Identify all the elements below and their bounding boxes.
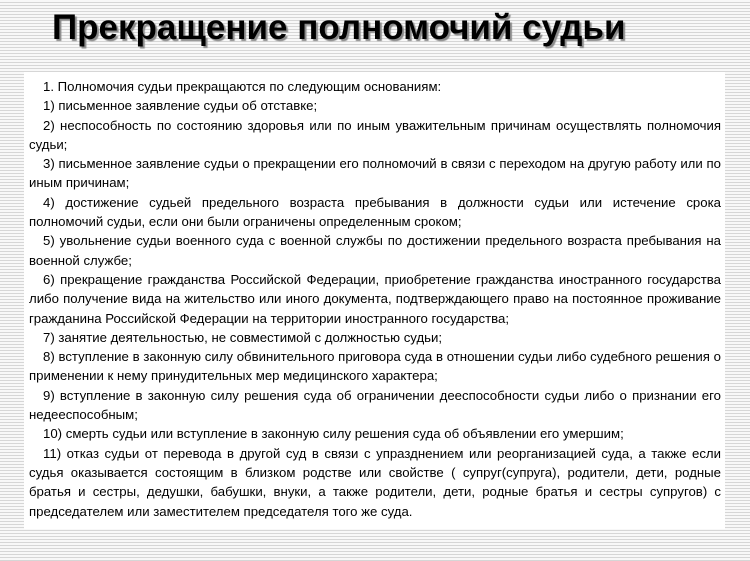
list-item-7: 7) занятие деятельностью, не совместимой с должностью судьи; [43,329,443,345]
slide-title: Прекращение полномочий судьи [52,8,626,47]
list-item-4: 4) достижение судьей предельного возраста пребывания в должности судьи или истечение срока полномочий судьи, если они были ограничены определенным сроком; [29,194,721,230]
list-item-10: 10) смерть судьи или вступление в законную силу решения суда об объявлении его умершим; [43,426,624,442]
list-item-8: 8) вступление в законную силу обвинительного приговора суда в отношении судьи либо судебного решения о применении к нему принудительных мер медицинского характера; [29,349,721,384]
list-item-2: 2) неспособность по состоянию здоровья или по иным уважительным причинам осуществлять полномочия судьи; [29,117,721,152]
list-item-5: 5) увольнение судьи военного суда с военной службы по достижении предельного возраста пребывания на военной службе; [29,233,721,268]
list-item-6: 6) прекращение гражданства Российской Федерации, приобретение гражданства иностранного государства либо получение вида на жительство или иного документа, подтверждающего право на постоянное проживание гражданина Российской Федерации на территории иностранного государства; [29,271,721,326]
content-box [24,72,725,529]
list-item-9: 9) вступление в законную силу решения суда об ограничении дееспособности судьи либо о признании его недееспособным; [29,387,721,423]
list-item-1: 1) письменное заявление судьи об отставке; [43,98,318,114]
paragraph-intro: 1. Полномочия судьи прекращаются по следующим основаниям: [43,79,442,94]
list-item-3: 3) письменное заявление судьи о прекращении его полномочий в связи с переходом на другую работу или по иным причинам; [29,156,721,191]
list-item-11: 11) отказ судьи от перевода в другой суд в связи с упразднением или реорганизацией суда, а также если судья оказывается состоящим в близком родстве или свойстве ( супруг(супруга), родители, дети, родные братья и сестры, дедушки, бабушки, внуки, а также родители, дети, родные братья и сестры супругов) с председателем или заместителем председателя того же суда. [29,445,721,519]
